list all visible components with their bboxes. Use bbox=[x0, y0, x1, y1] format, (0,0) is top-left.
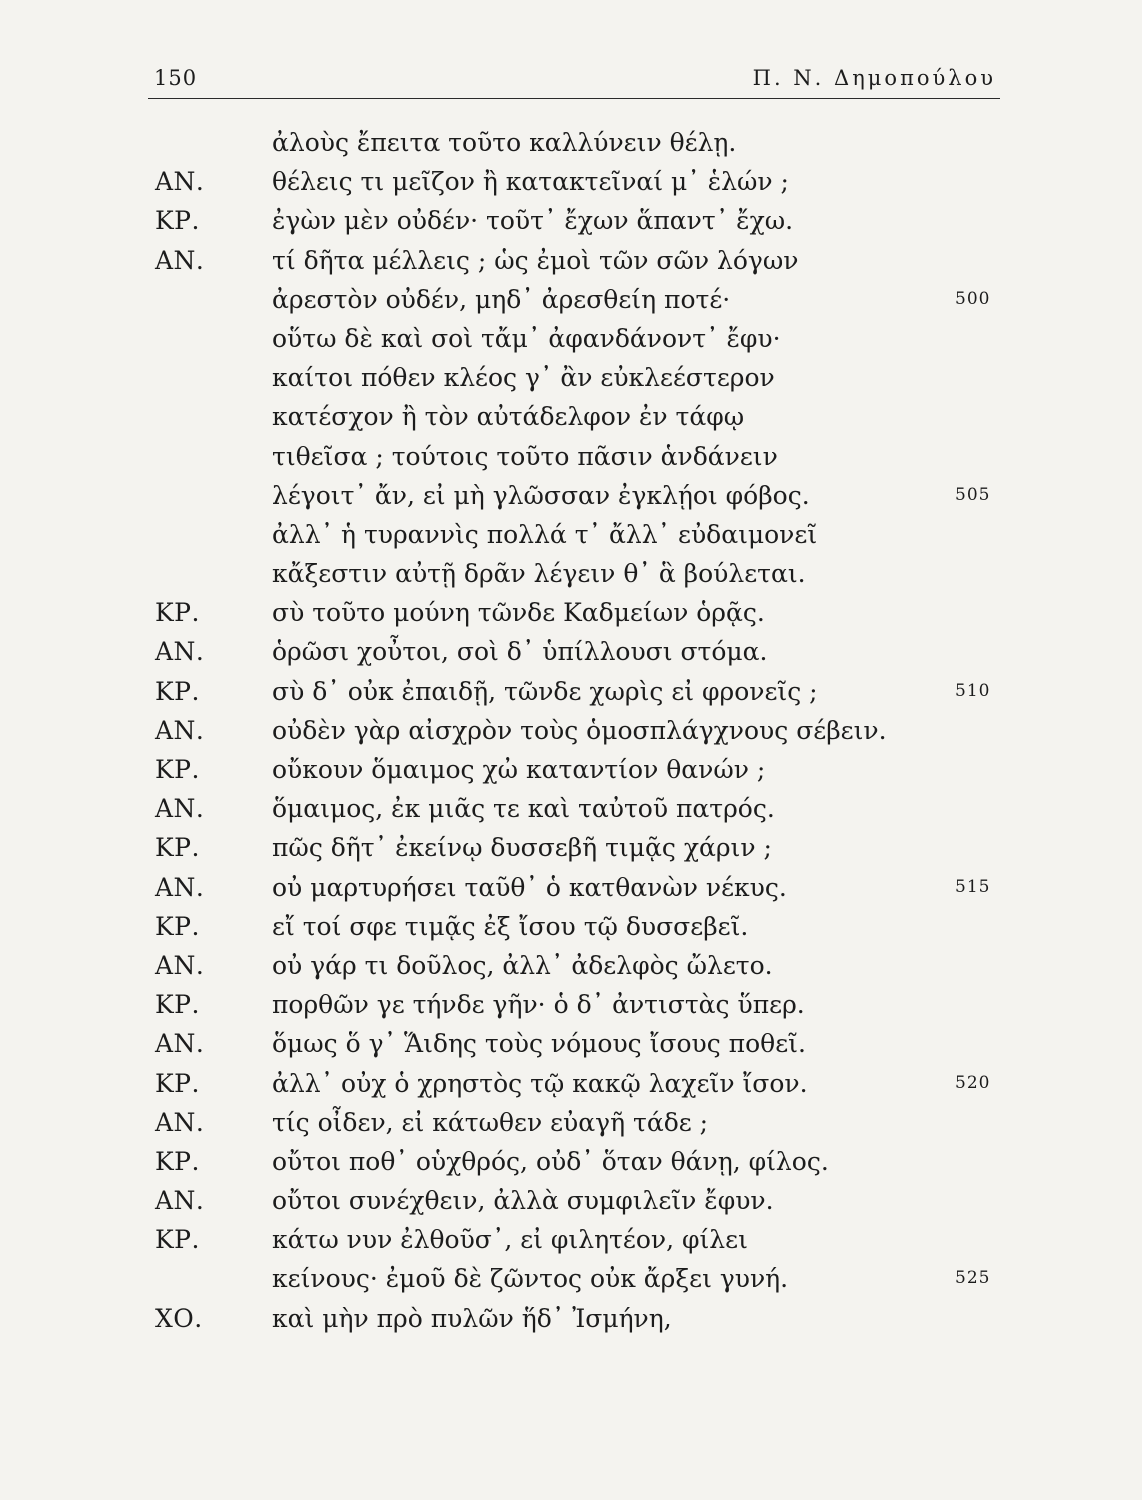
verse-line bbox=[0, 755, 1142, 794]
verse-text: τίς οἶδεν, εἰ κάτωθεν εὐαγῆ τάδε ; bbox=[272, 1107, 709, 1137]
verse-line bbox=[0, 1069, 1142, 1108]
verse-line bbox=[0, 990, 1142, 1029]
verse-line bbox=[0, 833, 1142, 872]
running-head: Π. Ν. Δημοπούλου bbox=[752, 66, 996, 90]
verse-line bbox=[0, 324, 1142, 363]
speaker-label: ΚΡ. bbox=[155, 676, 200, 706]
verse-line bbox=[0, 1147, 1142, 1186]
verse-line bbox=[0, 442, 1142, 481]
verse-text: οὐ μαρτυρήσει ταῦθ᾽ ὁ κατθανὼν νέκυς. bbox=[272, 872, 787, 902]
verse-text: οὐδὲν γὰρ αἰσχρὸν τοὺς ὁμοσπλάγχνους σέβειν. bbox=[272, 715, 887, 745]
verse-line bbox=[0, 598, 1142, 637]
line-number: 510 bbox=[955, 680, 991, 701]
verse-line bbox=[0, 246, 1142, 285]
speaker-label: ΚΡ. bbox=[155, 990, 200, 1020]
speaker-label: ΑΝ. bbox=[155, 715, 205, 745]
verse-line bbox=[0, 206, 1142, 245]
line-number: 520 bbox=[955, 1072, 991, 1093]
speaker-label: ΚΡ. bbox=[155, 755, 200, 784]
verse-text: καὶ μὴν πρὸ πυλῶν ἥδ᾽ Ἰσμήνη, bbox=[272, 1303, 672, 1333]
verse-text: οὔκουν ὅμαιμος χὠ καταντίον θανών ; bbox=[272, 755, 766, 784]
verse-text: τιθεῖσα ; τούτοις τοῦτο πᾶσιν ἁνδάνειν bbox=[272, 441, 778, 471]
speaker-label: ΚΡ. bbox=[155, 833, 200, 863]
verse-line bbox=[0, 1225, 1142, 1264]
verse-text: εἴ τοί σφε τιμᾷς ἐξ ἴσου τῷ δυσσεβεῖ. bbox=[272, 911, 749, 941]
verse-text: ἐγὼν μὲν οὐδέν· τοῦτ᾽ ἔχων ἅπαντ᾽ ἔχω. bbox=[272, 206, 794, 236]
page-header bbox=[148, 58, 1000, 99]
verse-text: ὅμως ὅ γ᾽ Ἅιδης τοὺς νόμους ἴσους ποθεῖ. bbox=[272, 1029, 806, 1059]
verse-text: ὅμαιμος, ἐκ μιᾶς τε καὶ ταὐτοῦ πατρός. bbox=[272, 794, 775, 824]
verse-text: καίτοι πόθεν κλέος γ᾽ ἂν εὐκλεέστερον bbox=[272, 363, 775, 393]
speaker-label: ΚΡ. bbox=[155, 911, 200, 941]
verse-text: κατέσχον ἢ τὸν αὐτάδελφον ἐν τάφῳ bbox=[272, 402, 745, 432]
speaker-label: ΧΟ. bbox=[155, 1303, 203, 1333]
verse-line bbox=[0, 912, 1142, 951]
speaker-label: ΑΝ. bbox=[155, 637, 205, 667]
verse-text: οὔτοι συνέχθειν, ἀλλὰ συμφιλεῖν ἔφυν. bbox=[272, 1186, 774, 1216]
verse-text: θέλεις τι μεῖζον ἢ κατακτεῖναί μ᾽ ἑλών ; bbox=[272, 167, 789, 197]
verse-text: οὐ γάρ τι δοῦλος, ἀλλ᾽ ἀδελφὸς ὤλετο. bbox=[272, 950, 773, 980]
speaker-label: ΚΡ. bbox=[155, 1146, 200, 1176]
line-number: 505 bbox=[955, 484, 991, 505]
verse-text: ἀλλ᾽ οὐχ ὁ χρηστὸς τῷ κακῷ λαχεῖν ἴσον. bbox=[272, 1068, 808, 1098]
verse-line bbox=[0, 363, 1142, 402]
verse-text: λέγοιτ᾽ ἄν, εἰ μὴ γλῶσσαν ἐγκλῄοι φόβος. bbox=[272, 480, 810, 510]
verse-line bbox=[0, 1186, 1142, 1225]
speaker-label: ΑΝ. bbox=[155, 1107, 205, 1137]
verse-line bbox=[0, 167, 1142, 206]
verse-line bbox=[0, 481, 1142, 520]
speaker-label: ΚΡ. bbox=[155, 1225, 200, 1255]
verse-line bbox=[0, 1029, 1142, 1068]
verse-text: κείνους· ἐμοῦ δὲ ζῶντος οὐκ ἄρξει γυνή. bbox=[272, 1264, 789, 1294]
speaker-label: ΑΝ. bbox=[155, 167, 205, 197]
verse-block bbox=[0, 128, 1142, 1343]
verse-line bbox=[0, 677, 1142, 716]
verse-text: ἀρεστὸν οὐδέν, μηδ᾽ ἀρεσθείη ποτέ· bbox=[272, 284, 731, 314]
verse-text: πῶς δῆτ᾽ ἐκείνῳ δυσσεβῆ τιμᾷς χάριν ; bbox=[272, 833, 772, 863]
verse-line bbox=[0, 1264, 1142, 1303]
verse-line bbox=[0, 1304, 1142, 1343]
verse-text: ἀλοὺς ἔπειτα τοῦτο καλλύνειν θέλῃ. bbox=[272, 128, 737, 157]
speaker-label: ΚΡ. bbox=[155, 598, 200, 628]
line-number: 515 bbox=[955, 876, 991, 897]
speaker-label: ΑΝ. bbox=[155, 245, 205, 275]
speaker-label: ΑΝ. bbox=[155, 1029, 205, 1059]
speaker-label: ΑΝ. bbox=[155, 950, 205, 980]
verse-line bbox=[0, 951, 1142, 990]
verse-line bbox=[0, 559, 1142, 598]
verse-line bbox=[0, 716, 1142, 755]
line-number: 500 bbox=[955, 288, 991, 309]
verse-text: ἀλλ᾽ ἡ τυραννὶς πολλά τ᾽ ἄλλ᾽ εὐδαιμονεῖ bbox=[272, 519, 818, 549]
speaker-label: ΚΡ. bbox=[155, 206, 200, 236]
verse-line bbox=[0, 873, 1142, 912]
line-number: 525 bbox=[955, 1268, 991, 1289]
verse-text: τί δῆτα μέλλεις ; ὡς ἐμοὶ τῶν σῶν λόγων bbox=[272, 245, 799, 275]
verse-line bbox=[0, 402, 1142, 441]
speaker-label: ΚΡ. bbox=[155, 1068, 200, 1098]
verse-line bbox=[0, 1108, 1142, 1147]
verse-text: οὕτω δὲ καὶ σοὶ τἄμ᾽ ἀφανδάνοντ᾽ ἔφυ· bbox=[272, 323, 781, 353]
verse-text: κάτω νυν ἐλθοῦσ᾽, εἰ φιλητέον, φίλει bbox=[272, 1225, 748, 1255]
verse-text: πορθῶν γε τήνδε γῆν· ὁ δ᾽ ἀντιστὰς ὕπερ. bbox=[272, 990, 805, 1020]
speaker-label: ΑΝ. bbox=[155, 794, 205, 824]
speaker-label: ΑΝ. bbox=[155, 872, 205, 902]
verse-text: οὔτοι ποθ᾽ οὑχθρός, οὐδ᾽ ὅταν θάνῃ, φίλος. bbox=[272, 1146, 829, 1176]
verse-line bbox=[0, 637, 1142, 676]
verse-line bbox=[0, 520, 1142, 559]
verse-line bbox=[0, 794, 1142, 833]
verse-line bbox=[0, 285, 1142, 324]
speaker-label: ΑΝ. bbox=[155, 1186, 205, 1216]
page-number: 150 bbox=[154, 66, 198, 90]
verse-text: σὺ δ᾽ οὐκ ἐπαιδῇ, τῶνδε χωρὶς εἰ φρονεῖς ; bbox=[272, 676, 818, 706]
verse-text: ὁρῶσι χοὖτοι, σοὶ δ᾽ ὑπίλλουσι στόμα. bbox=[272, 637, 768, 667]
verse-line bbox=[0, 128, 1142, 167]
verse-text: σὺ τοῦτο μούνη τῶνδε Καδμείων ὁρᾷς. bbox=[272, 598, 765, 628]
verse-text: κἄξεστιν αὐτῇ δρᾶν λέγειν θ᾽ ἃ βούλεται. bbox=[272, 559, 806, 589]
